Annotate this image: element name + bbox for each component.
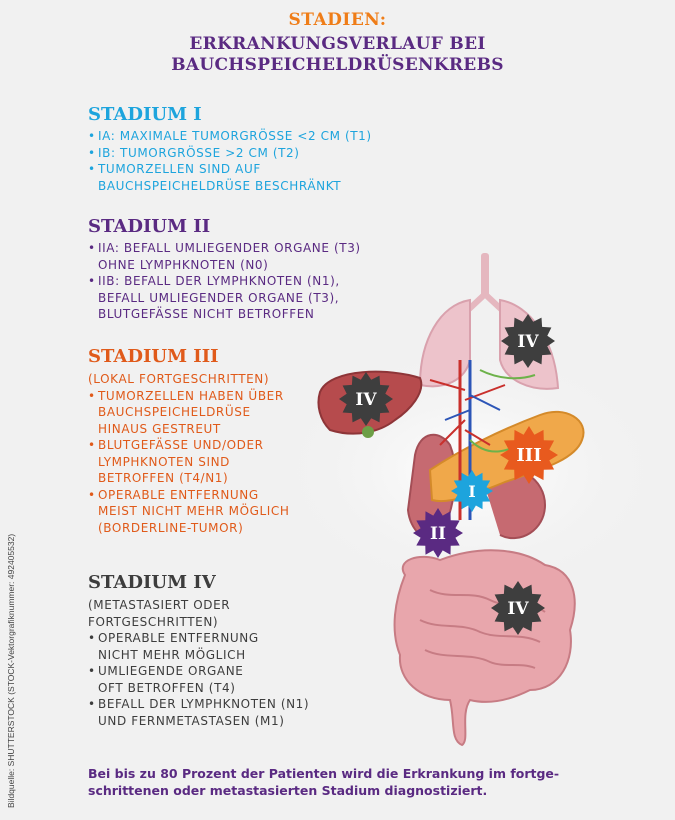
- stage-1-list: [88, 128, 372, 194]
- stage-4-item: • BEFALL DER LYMPHKNOTEN (N1): [88, 696, 309, 713]
- footer-line-1: Bei bis zu 80 Prozent der Patienten wird die Erkrankung im fortge-: [88, 766, 560, 781]
- stage-3-item-cont: MEIST NICHT MEHR MÖGLICH: [98, 504, 290, 518]
- stage-2-item: • IIA: BEFALL UMLIEGENDER ORGANE (T3): [88, 240, 361, 257]
- title-stadien: STADIEN:: [288, 10, 387, 30]
- badge-liver-label: IV: [355, 390, 377, 410]
- stage-1-item-cont: BAUCHSPEICHELDRÜSE BESCHRÄNKT: [98, 178, 342, 193]
- stage-2-item-cont: BLUTGEFÄSSE NICHT BETROFFEN: [98, 307, 315, 321]
- footer-note: [88, 765, 648, 799]
- stage-1-item: • TUMORZELLEN SIND AUF: [88, 161, 372, 178]
- stage-4-subtitle: (METASTASIERT ODER: [88, 598, 231, 612]
- badge-lung-label: IV: [517, 332, 539, 352]
- stage-2-item-cont: OHNE LYMPHKNOTEN (N0): [98, 257, 269, 272]
- footer-line-2: schrittenen oder metastasierten Stadium diagnostiziert.: [88, 783, 488, 798]
- stage-4-subtitle: FORTGESCHRITTEN): [88, 614, 219, 629]
- title-line-2: ERKRANKUNGSVERLAUF BEI: [189, 34, 486, 54]
- stage-3-item-cont: BETROFFEN (T4/N1): [98, 471, 229, 485]
- intestines: [395, 550, 575, 745]
- stage-4-list: [88, 597, 309, 729]
- trachea: [481, 253, 489, 298]
- stage-1-item: • IA: MAXIMALE TUMORGRÖSSE <2 CM (T1): [88, 128, 372, 145]
- stage-1-heading: STADIUM I: [88, 104, 202, 125]
- stage-3-item: • BLUTGEFÄSSE UND/ODER: [88, 437, 290, 454]
- stage-1-item: • IB: TUMORGRÖSSE >2 CM (T2): [88, 145, 372, 162]
- stage-3-list: [88, 371, 290, 536]
- stage-4-item: • OPERABLE ENTFERNUNG: [88, 630, 309, 647]
- badge-stage2-label: II: [430, 524, 446, 544]
- badge-pancreas-label: III: [516, 445, 542, 466]
- stage-2-item: • IIB: BEFALL DER LYMPHKNOTEN (N1),: [88, 273, 361, 290]
- badge-stage1-label: I: [468, 482, 476, 501]
- stage-4-heading: STADIUM IV: [88, 572, 216, 593]
- gallbladder: [362, 426, 374, 438]
- left-lung: [420, 300, 470, 386]
- stage-2-item-cont: BEFALL UMLIEGENDER ORGANE (T3),: [98, 290, 340, 305]
- stage-4-item-cont: NICHT MEHR MÖGLICH: [98, 647, 246, 662]
- stage-3-item-cont: (BORDERLINE-TUMOR): [98, 520, 244, 535]
- title-line-3: BAUCHSPEICHELDRÜSENKREBS: [171, 55, 504, 75]
- stage-3-item-cont: LYMPHKNOTEN SIND: [98, 454, 231, 469]
- image-credit: Bildquelle: SHUTTERSTOCK (STOCK-Vektorgrafiknummer: 492405532): [6, 533, 16, 808]
- stage-3-heading: STADIUM III: [88, 346, 219, 367]
- stage-3-item: • TUMORZELLEN HABEN ÜBER: [88, 388, 290, 405]
- stage-3-item-cont: BAUCHSPEICHELDRÜSE: [98, 405, 251, 419]
- badge-intestine-label: IV: [507, 599, 529, 619]
- stage-2-heading: STADIUM II: [88, 216, 211, 237]
- stage-4-item-cont: OFT BETROFFEN (T4): [98, 680, 236, 695]
- stage-3-item: • OPERABLE ENTFERNUNG: [88, 487, 290, 504]
- stage-4-item: • UMLIEGENDE ORGANE: [88, 663, 309, 680]
- stage-3-item-cont: HINAUS GESTREUT: [98, 421, 221, 436]
- stage-4-item-cont: UND FERNMETASTASEN (M1): [98, 713, 285, 728]
- stage-2-list: [88, 240, 361, 323]
- stage-3-subtitle: (LOKAL FORTGESCHRITTEN): [88, 372, 270, 386]
